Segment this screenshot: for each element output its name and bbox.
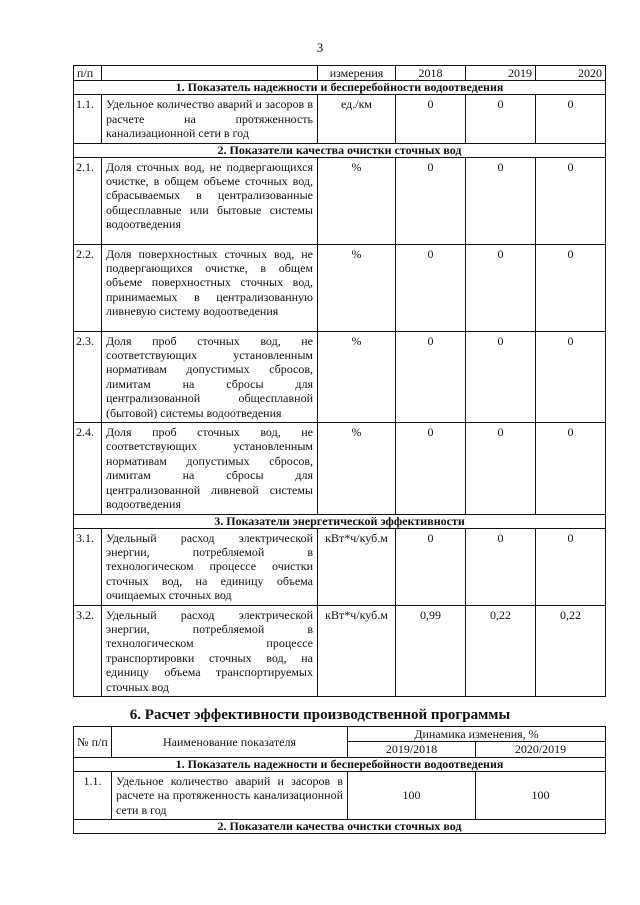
header-num: № п/п [74,727,112,758]
section-row [74,757,606,771]
row-value-2: 100 [476,771,606,819]
row-value-2019: 0 [466,157,536,244]
table-row [74,244,606,331]
section-row [74,820,606,834]
header-name [102,66,318,81]
table-row [74,771,606,819]
row-unit: кВт*ч/куб.м [318,605,396,696]
row-unit: % [318,157,396,244]
indicators-table [73,65,606,697]
row-value-2019: 0 [466,528,536,605]
page-number: 3 [316,40,324,55]
section-title: 3. Показатели энергетической эффективности [74,514,606,528]
row-value-2018: 0 [396,528,466,605]
row-value-2020: 0 [536,95,606,143]
table-row [74,157,606,244]
row-name: Удельное количество аварий и засоров в расчете на протяженность канализационной сети в год [102,95,318,143]
header-period-2: 2020/2019 [476,742,606,757]
row-value-1: 100 [348,771,476,819]
row-value-2019: 0,22 [466,605,536,696]
row-value-2018: 0 [396,423,466,514]
row-name: Удельный расход электрической энергии, потребляемой в технологическом процессе очистки сточных вод, на единицу объема очищаемых сточных вод [102,528,318,605]
row-unit: % [318,244,396,331]
section-6-title: 6. Расчет эффективности производственной программы [129,707,511,723]
header-2019: 2019 [466,66,536,81]
row-num: 1.1. [74,95,102,143]
row-value-2020: 0 [536,423,606,514]
row-value-2020: 0 [536,244,606,331]
header-2018: 2018 [396,66,466,81]
section-row [74,143,606,157]
row-value-2020: 0 [536,331,606,422]
row-value-2019: 0 [466,423,536,514]
header-name: Наименование показателя [112,727,348,758]
table-row [74,528,606,605]
section-title: 2. Показатели качества очистки сточных вод [74,820,606,834]
table-header-row [74,66,606,81]
section-row [74,81,606,95]
efficiency-table [73,726,606,834]
row-value-2019: 0 [466,244,536,331]
row-num: 2.3. [74,331,102,422]
table-row [74,605,606,696]
row-unit: кВт*ч/куб.м [318,528,396,605]
row-num: 1.1. [74,771,112,819]
row-num: 2.4. [74,423,102,514]
table-row [74,331,606,422]
header-unit: измерения [318,66,396,81]
row-num: 3.2. [74,605,102,696]
row-unit: ед./км [318,95,396,143]
header-2020: 2020 [536,66,606,81]
row-value-2018: 0,99 [396,605,466,696]
row-unit: % [318,423,396,514]
row-value-2018: 0 [396,244,466,331]
section-title: 2. Показатели качества очистки сточных вод [74,143,606,157]
row-name: Доля поверхностных сточных вод, не подвергающихся очистке, в общем объеме поверхностных сточных вод, принимаемых в централизованную ливневую систему водоотведения [102,244,318,331]
row-name: Доля сточных вод, не подвергающихся очистке, в общем объеме сточных вод, сбрасываемых в централизованные общесплавные или бытовые системы водоотведения [102,157,318,244]
row-value-2018: 0 [396,157,466,244]
row-value-2020: 0 [536,157,606,244]
table-header-row [74,727,606,742]
row-value-2019: 0 [466,331,536,422]
row-num: 2.1. [74,157,102,244]
row-name: Доля проб сточных вод, не соответствующих установленным нормативам допустимых сбросов, лимитам на сбросы для централизованной ливневой системы водоотведения [102,423,318,514]
row-unit: % [318,331,396,422]
row-value-2019: 0 [466,95,536,143]
row-name: Удельный расход электрической энергии, потребляемой в технологическом процессе транспортировки сточных вод, на единицу объема транспортируемых сточных вод [102,605,318,696]
header-dynamics: Динамика изменения, % [348,727,606,742]
row-name: Удельное количество аварий и засоров в расчете на протяженность канализационной сети в год [112,771,348,819]
row-num: 3.1. [74,528,102,605]
row-value-2018: 0 [396,331,466,422]
row-num: 2.2. [74,244,102,331]
section-title: 1. Показатель надежности и бесперебойности водоотведения [74,81,606,95]
row-value-2020: 0,22 [536,605,606,696]
header-num: п/п [74,66,102,81]
section-title: 1. Показатель надежности и бесперебойности водоотведения [74,757,606,771]
section-row [74,514,606,528]
row-value-2020: 0 [536,528,606,605]
header-period-1: 2019/2018 [348,742,476,757]
table-row [74,95,606,143]
row-name: Доля проб сточных вод, не соответствующих установленным нормативам допустимых сбросов, лимитам на сбросы для централизованной общесплавной (бытовой) системы водоотведения [102,331,318,422]
table-row [74,423,606,514]
row-value-2018: 0 [396,95,466,143]
